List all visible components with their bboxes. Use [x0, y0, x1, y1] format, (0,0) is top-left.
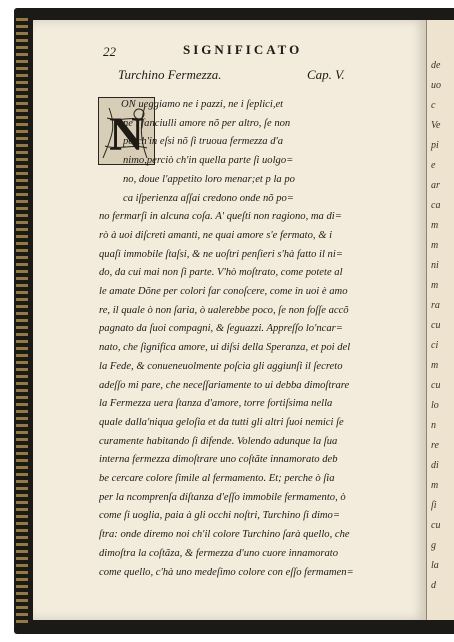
text-line: ON ueggiamo ne i pazzi, ne i ſeplici,et	[121, 99, 284, 110]
page-number: 22	[103, 44, 116, 59]
text-line: dimoſtra la coſtãza, & fermezza d'uno cuore innamorato	[99, 547, 339, 559]
text-line: ca iſperienza aſſai credono onde nõ po=	[123, 192, 294, 204]
facing-page-fragment: cu	[431, 320, 441, 331]
text-line: pagnato da ſuoi compagni, & ſeguazzi. Appreſſo lo'ncar=	[99, 323, 343, 335]
facing-page-fragment: cu	[431, 380, 441, 391]
facing-page-fragment: ra	[431, 300, 440, 311]
facing-page-fragment: e	[431, 160, 436, 171]
facing-page-fragment: ni	[431, 260, 439, 271]
chapter-title: Turchino Fermezza.	[118, 67, 222, 82]
facing-page-fragment: d	[431, 580, 436, 591]
facing-page-fragment: re	[431, 440, 439, 451]
text-line: come quello, c'hà uno medeſimo colore con eſſo fermamen=	[99, 566, 354, 578]
gilt-edge-decoration	[16, 18, 28, 624]
facing-page-fragment: ci	[431, 340, 439, 351]
facing-page-fragment: ar	[431, 180, 440, 191]
text-line: ne i fanciulli amore nõ per altro, ſe non	[123, 117, 291, 129]
text-line: curamente habitando ſi difende. Volendo adunque la ſua	[99, 435, 338, 447]
text-line: quale dalla'niqua geloſia et da tutti gli altri ſuoi nemici ſe	[99, 416, 344, 428]
text-line: ſtra: onde diremo noi ch'il colore Turchino ſarà quello, che	[99, 529, 350, 541]
facing-page-fragment: la	[431, 560, 439, 571]
running-head: SIGNIFICATO	[183, 42, 303, 57]
facing-page-fragment: m	[431, 480, 439, 491]
text-line: no fermarſi in alcuna coſa. A' queſti non ragiono, ma di=	[99, 211, 342, 223]
text-line: be cercare colore ſimile al fermamento. Et; perche ò ſia	[99, 473, 335, 484]
text-line: re, il quale ò non ſaria, ò ualerebbe poco, ſe non foſſe accõ	[99, 304, 349, 316]
text-line: nato, che ſignifica amore, ui diſsi della Speranza, et poi del	[99, 342, 351, 354]
facing-page-fragment: m	[431, 220, 439, 231]
text-line: la Fermezza uera ſtanza d'amore, torre fortiſsima nella	[99, 398, 333, 410]
text-line: adeſſo mi pare, che neceſſariamente to ui debba dimoſtrare	[99, 379, 350, 391]
text-line: le amate Dõne per colori far conoſcere, come in uoi è amo	[99, 286, 348, 297]
text-line: no, doue l'appetito loro menar;et p la po	[123, 173, 295, 185]
facing-page-fragment: c	[431, 100, 436, 111]
text-line: rò à uoi diſcreti amanti, ne quai amore s'e fermato, & i	[99, 229, 333, 241]
initial-letter: N	[109, 108, 144, 161]
facing-page-fragment: g	[431, 540, 436, 551]
text-line: nimo,perciò ch'in quella parte ſi uolgo=	[123, 155, 294, 167]
facing-page-fragment: m	[431, 360, 439, 371]
text-line: per la ncomprenſa diſtanza d'eſſo immobile fermamento, ò	[99, 491, 346, 503]
facing-page-fragment: n	[431, 420, 436, 431]
facing-page-fragment: cu	[431, 520, 441, 531]
facing-page-fragment: lo	[431, 400, 439, 411]
text-line: do, da cui mai non ſi parte. V'hò moſtrato, come potete al	[99, 267, 343, 279]
text-line: perch'in eſsi nõ ſi truoua fermezza d'a	[123, 136, 284, 148]
facing-page-fragment: ſi	[431, 500, 437, 511]
facing-page-fragment: pi	[431, 140, 439, 151]
facing-page	[426, 20, 454, 620]
text-line: la Fede, & conueneuolmente poſcia gli aggiunſi il ſecreto	[99, 360, 343, 372]
book-page	[33, 20, 426, 620]
facing-page-fragment: m	[431, 280, 439, 291]
facing-page-fragment: m	[431, 240, 439, 251]
facing-page-fragment: uo	[431, 80, 441, 91]
facing-page-fragment: ca	[431, 200, 441, 211]
text-line: interna fermezza dimoſtrare uno coſtãte innamorato deb	[99, 454, 338, 466]
text-line: come ſi uoglia, paia à gli occhi noſtri, Turchino ſi dimo=	[99, 510, 340, 522]
chapter-number: Cap. V.	[307, 67, 345, 82]
facing-page-fragment: de	[431, 60, 441, 71]
text-line: quaſi immobile ſtaſsi, & ne uoſtri penſieri s'hà fatto il ni=	[99, 248, 343, 260]
facing-page-fragment: Ve	[431, 120, 441, 131]
facing-page-fragment: di	[431, 460, 439, 471]
